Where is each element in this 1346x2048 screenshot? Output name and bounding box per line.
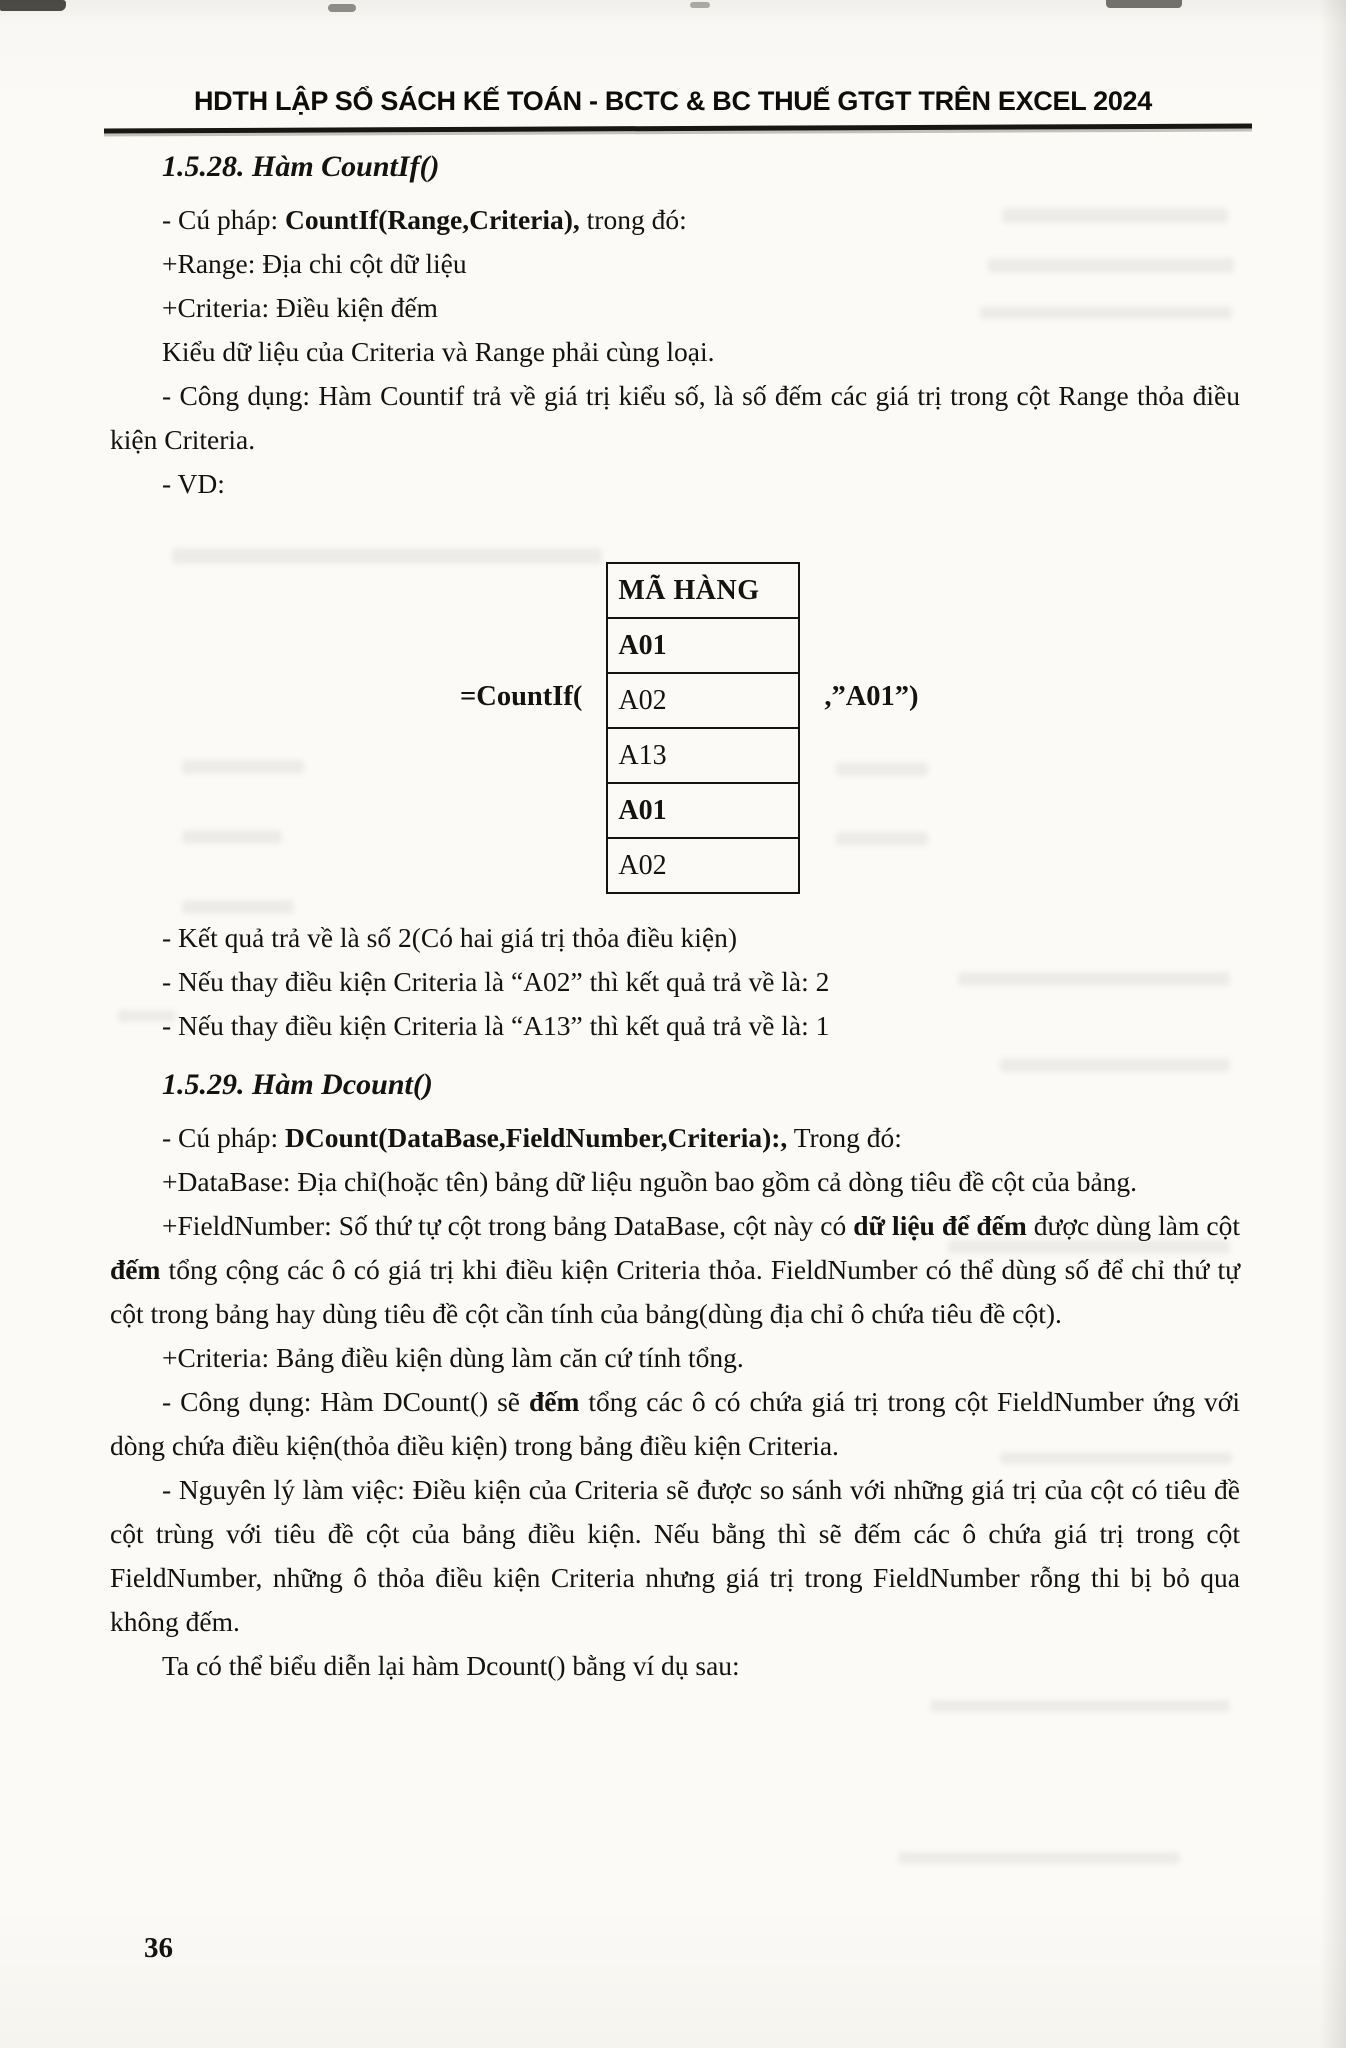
scan-artifact — [0, 0, 66, 11]
formula-suffix: ,”A01”) — [824, 681, 919, 712]
scan-artifact — [690, 2, 710, 8]
syntax-label: - Cú pháp: — [162, 204, 285, 235]
running-header: HDTH LẬP SỔ SÁCH KẾ TOÁN - BCTC & BC THUẾ GTGT TRÊN EXCEL 2024 — [193, 86, 1152, 116]
countif-example-figure — [460, 562, 1240, 894]
dcount-principle-paragraph: - Nguyên lý làm việc: Điều kiện của Criteria sẽ được so sánh với những giá trị của cột có tiêu đề cột trùng với tiêu đề cột của bảng điều kiện. Nếu bằng thì sẽ đếm các ô chứa giá trị trong cột FieldNumber, những ô thỏa điều kiện Criteria nhưng giá trị trong FieldNumber rỗng thi bị bỏ qua không đếm. — [110, 1474, 1240, 1637]
section-heading-dcount: 1.5.29. Hàm Dcount() — [162, 1068, 433, 1101]
text-segment: +FieldNumber: Số thứ tự cột trong bảng DataBase, cột này có — [162, 1210, 854, 1241]
countif-usage: - Công dụng: Hàm Countif trả về giá trị kiểu số, là số đếm các giá trị trong cột Range thỏa điều kiện Criteria. — [110, 380, 1240, 455]
syntax-tail: Trong đó: — [787, 1122, 902, 1153]
countif-result-line: - Kết quả trả về là số 2(Có hai giá trị thỏa điều kiện) — [162, 922, 738, 953]
dcount-function-signature: DCount(DataBase,FieldNumber,Criteria):, — [284, 1122, 788, 1153]
dcount-example-intro: Ta có thể biểu diễn lại hàm Dcount() bằng ví dụ sau: — [162, 1650, 740, 1681]
emphasis-count: đếm — [110, 1254, 161, 1285]
bleed-through-artifact — [930, 1700, 1230, 1712]
page-body — [110, 142, 1240, 1688]
section-heading-countif: 1.5.28. Hàm CountIf() — [162, 150, 440, 183]
emphasis-dataset-to-count: dữ liệu để đếm — [853, 1210, 1027, 1241]
page-number: 36 — [144, 1932, 173, 1964]
syntax-tail: trong đó: — [579, 204, 687, 235]
ma-hang-table — [606, 562, 800, 894]
table-row: A01 — [608, 782, 798, 837]
countif-syntax-line — [110, 198, 1240, 242]
formula-prefix: =CountIf( — [460, 681, 583, 712]
scan-artifact — [328, 4, 356, 12]
syntax-label: - Cú pháp: — [162, 1122, 285, 1153]
dcount-database-line: +DataBase: Địa chỉ(hoặc tên) bảng dữ liệu nguồn bao gồm cả dòng tiêu đề cột của bảng. — [162, 1166, 1138, 1197]
table-row: A13 — [608, 727, 798, 782]
table-row: A02 — [608, 837, 798, 892]
text-segment: tổng cộng các ô có giá trị khi điều kiện Criteria thỏa. FieldNumber có thể dùng số để chỉ thứ tự cột trong bảng hay dùng tiêu đề cột cần tính của bảng(dùng địa chỉ ô chứa tiêu đề cột). — [110, 1254, 1240, 1329]
countif-criteria-line: +Criteria: Điều kiện đếm — [162, 292, 438, 323]
dcount-syntax-line — [110, 1116, 1240, 1160]
emphasis-count: đếm — [528, 1386, 580, 1417]
dcount-usage-paragraph — [110, 1380, 1240, 1468]
dcount-fieldnumber-paragraph — [110, 1204, 1240, 1336]
scan-artifact — [1106, 0, 1182, 8]
table-row: A02 — [608, 672, 798, 727]
bleed-through-artifact — [898, 1852, 1180, 1864]
table-row: A01 — [608, 617, 798, 672]
countif-alt-result-a02: - Nếu thay điều kiện Criteria là “A02” thì kết quả trả về là: 2 — [162, 966, 830, 997]
countif-range-line: +Range: Địa chi cột dữ liệu — [162, 248, 467, 279]
text-segment: được dùng làm cột — [1026, 1210, 1240, 1241]
text-segment: - Công dụng: Hàm DCount() sẽ — [162, 1386, 529, 1417]
dcount-criteria-line: +Criteria: Bảng điều kiện dùng làm căn cứ tính tổng. — [162, 1342, 744, 1373]
countif-example-label: - VD: — [162, 468, 225, 499]
countif-alt-result-a13: - Nếu thay điều kiện Criteria là “A13” thì kết quả trả về là: 1 — [162, 1010, 830, 1041]
countif-type-note: Kiểu dữ liệu của Criteria và Range phải cùng loại. — [162, 336, 715, 367]
table-header-cell: MÃ HÀNG — [618, 575, 760, 606]
header-rule — [104, 123, 1252, 133]
countif-function-signature: CountIf(Range,Criteria), — [284, 204, 580, 235]
text-segment: tổng các ô có chứa giá trị trong cột FieldNumber ứng với dòng chứa điều kiện(thỏa điều kiện) trong bảng điều kiện Criteria. — [110, 1386, 1240, 1461]
